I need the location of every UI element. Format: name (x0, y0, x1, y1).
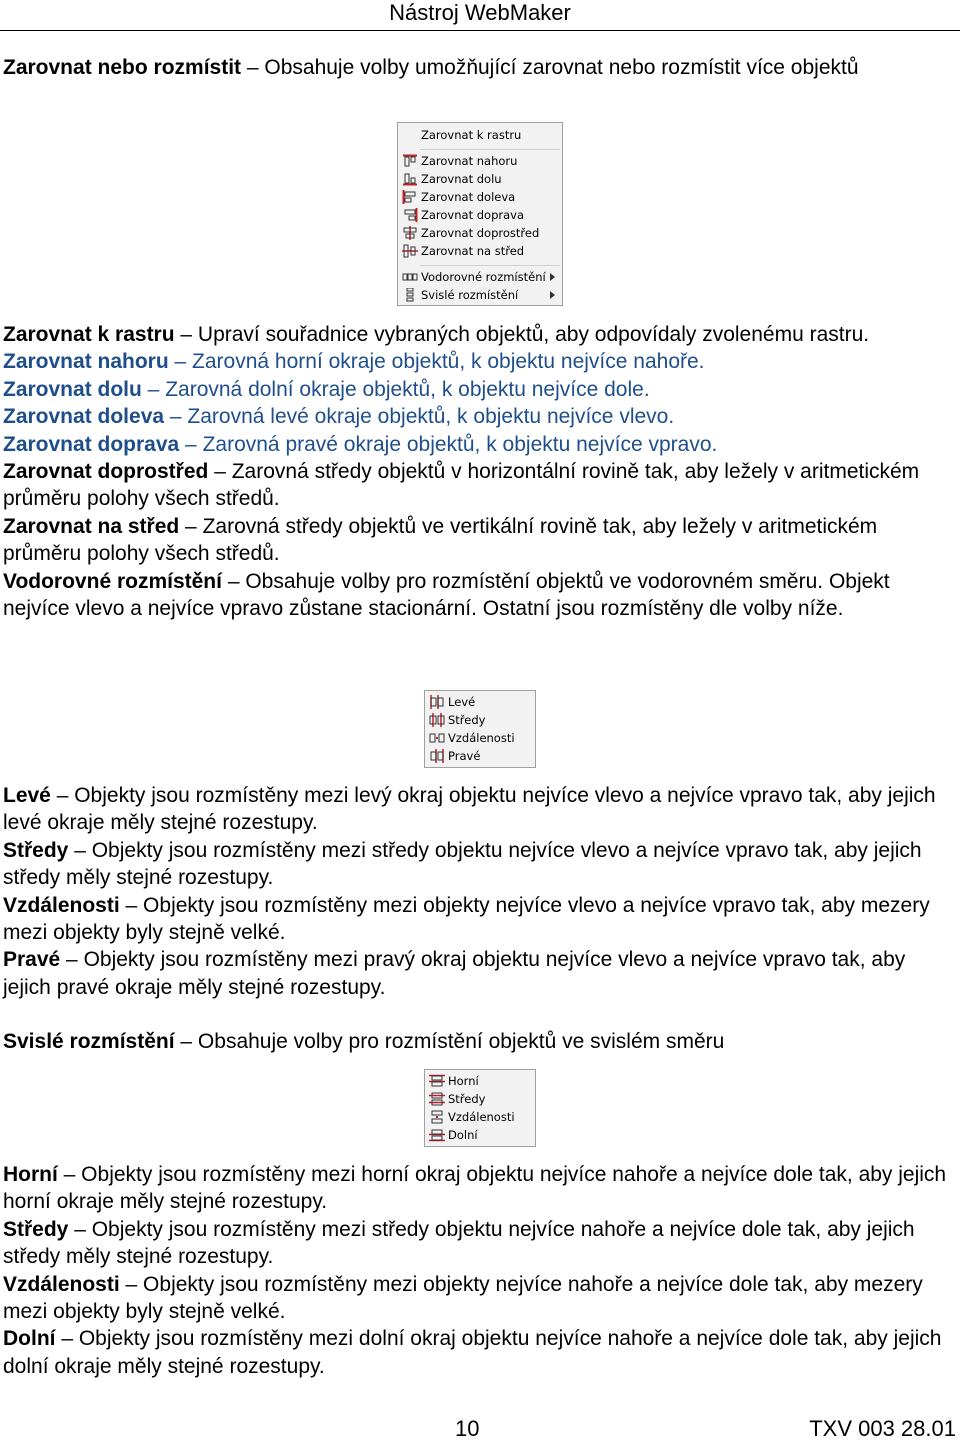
para-dist-v: Svislé rozmístění – Obsahuje volby pro rozmístění objektů ve svislém směru (3, 1030, 725, 1053)
distribute-gaps-h-icon (429, 731, 445, 745)
para-align-intro: Zarovnat nebo rozmístit – Obsahuje volby umožňující zarovnat nebo rozmístit více objektů (3, 56, 859, 79)
menu-item-align-center-v[interactable]: Zarovnat na střed (398, 242, 562, 260)
align-center-h-icon (402, 226, 418, 240)
horizontal-distribute-menu (424, 690, 536, 768)
menu-item-distribute-vertical[interactable]: Svislé rozmístění (398, 286, 562, 304)
distribute-horizontal-icon (402, 270, 418, 284)
distribute-right-icon (429, 749, 445, 763)
distribute-bottom-icon (429, 1128, 445, 1142)
menu-item-align-top[interactable]: Zarovnat nahoru (398, 152, 562, 170)
align-bottom-icon (402, 172, 418, 186)
menu-item-v-gaps[interactable]: Vzdálenosti (425, 1108, 535, 1126)
para-v-details: Horní – Objekty jsou rozmístěny mezi horní okraj objektu nejvíce nahoře a nejvíce dole tak, aby jejich horní okraje měly stejné rozestupy. Středy – Objekty jsou rozmístěny mezi středy objektu nejvíce nahoře a nejvíce dole tak, aby jejich středy měly stejné rozestupy. Vzdálenosti – Objekty jsou rozmístěny mezi objekty nejvíce nahoře a nejvíce dole tak, aby mezery mezi objekty byly stejně velké. Dolní – Objekty jsou rozmístěny mezi dolní okraj objektu nejvíce nahoře a nejvíce dole tak, aby jejich dolní okraje měly stejné rozestupy. (3, 1163, 947, 1378)
menu-item-h-centers[interactable]: Středy (425, 711, 535, 729)
menu-item-v-centers[interactable]: Středy (425, 1090, 535, 1108)
menu-item-distribute-horizontal[interactable]: Vodorovné rozmístění (398, 268, 562, 286)
term: Zarovnat nebo rozmístit (3, 56, 242, 79)
align-top-icon (402, 154, 418, 168)
page-number: 10 (455, 1416, 480, 1441)
header-rule (0, 30, 960, 31)
distribute-centers-h-icon (429, 713, 445, 727)
menu-item-align-left[interactable]: Zarovnat doleva (398, 188, 562, 206)
menu-item-v-bottom[interactable]: Dolní (425, 1126, 535, 1144)
document-code: TXV 003 28.01 (809, 1416, 956, 1441)
distribute-vertical-icon (402, 288, 418, 302)
menu-item-align-bottom[interactable]: Zarovnat dolu (398, 170, 562, 188)
menu-item-h-right[interactable]: Pravé (425, 747, 535, 765)
page-header: Nástroj WebMaker (389, 0, 571, 25)
submenu-arrow-icon (550, 273, 555, 281)
menu-item-align-center-h[interactable]: Zarovnat doprostřed (398, 224, 562, 242)
menu-separator (420, 149, 560, 150)
para-align-details: Zarovnat k rastru – Upraví souřadnice vybraných objektů, aby odpovídaly zvolenému rastru. Zarovnat nahoru – Zarovná horní okraje objektů, k objektu nejvíce nahoře. Zarovnat dolu – Zarovná dolní okraje objektů, k objektu nejvíce dole. Zarovnat doleva – Zarovná levé okraje objektů, k objektu nejvíce vlevo. Zarovnat doprava – Zarovná pravé okraje objektů, k objektu nejvíce vpravo. Zarovnat doprostřed – Zarovná středy objektů v horizontální rovině tak, aby ležely v aritmetickém průměru polohy všech středů. Zarovnat na střed – Zarovná středy objektů ve vertikální rovině tak, aby ležely v aritmetickém průměru polohy všech středů. Vodorovné rozmístění – Obsahuje volby pro rozmístění objektů ve vodorovném směru. Objekt nejvíce vlevo a nejvíce vpravo zůstane stacionární. Ostatní jsou rozmístěny dle volby níže. (3, 323, 920, 621)
menu-item-h-left[interactable]: Levé (425, 693, 535, 711)
menu-item-align-right[interactable]: Zarovnat doprava (398, 206, 562, 224)
menu-item-align-grid[interactable]: Zarovnat k rastru (421, 128, 522, 142)
align-center-v-icon (402, 244, 418, 258)
menu-item-h-gaps[interactable]: Vzdálenosti (425, 729, 535, 747)
distribute-left-icon (429, 695, 445, 709)
align-right-icon (402, 208, 418, 222)
menu-separator (420, 265, 560, 266)
distribute-top-icon (429, 1074, 445, 1088)
menu-item-v-top[interactable]: Horní (425, 1072, 535, 1090)
distribute-centers-v-icon (429, 1092, 445, 1106)
submenu-arrow-icon (550, 291, 555, 299)
vertical-distribute-menu (424, 1069, 536, 1147)
align-menu (397, 122, 563, 306)
para-h-details: Levé – Objekty jsou rozmístěny mezi levý okraj objektu nejvíce vlevo a nejvíce vpravo tak, aby jejich levé okraje měly stejné rozestupy. Středy – Objekty jsou rozmístěny mezi středy objektu nejvíce vlevo a nejvíce vpravo tak, aby jejich středy měly stejné rozestupy. Vzdálenosti – Objekty jsou rozmístěny mezi objekty nejvíce vlevo a nejvíce vpravo tak, aby mezery mezi objekty byly stejně velké. Pravé – Objekty jsou rozmístěny mezi pravý okraj objektu nejvíce vlevo a nejvíce vpravo tak, aby jejich pravé okraje měly stejné rozestupy. (3, 784, 936, 999)
align-left-icon (402, 190, 418, 204)
distribute-gaps-v-icon (429, 1110, 445, 1124)
